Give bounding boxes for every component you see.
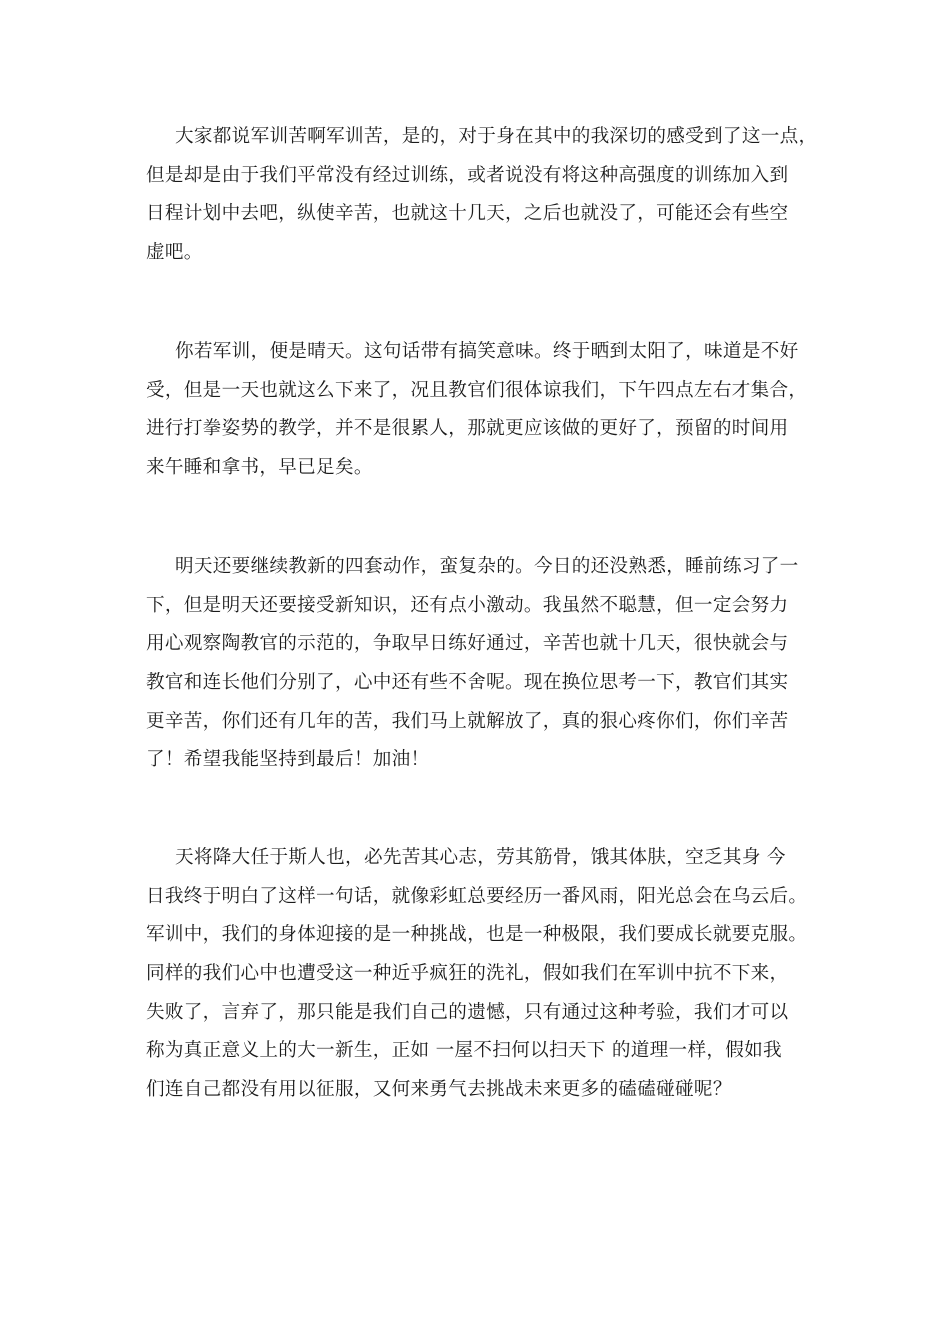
- paragraph-line: 日程计划中去吧，纵使辛苦，也就这十几天，之后也就没了，可能还会有些空: [146, 203, 789, 225]
- paragraph-4: [146, 839, 826, 1110]
- paragraph-line: 你若军训，便是晴天。这句话带有搞笑意味。终于晒到太阳了，味道是不好: [175, 341, 799, 362]
- paragraph-line: 下，但是明天还要接受新知识，还有点小激动。我虽然不聪慧，但一定会努力: [146, 594, 789, 616]
- paragraph-line: 来午睡和拿书，早已足矣。: [146, 457, 373, 479]
- paragraph-line: 日我终于明白了这样一句话，就像彩虹总要经历一番风雨，阳光总会在乌云后。: [146, 885, 808, 907]
- paragraph-line: 失败了，言弃了，那只能是我们自己的遗憾，只有通过这种考验，我们才可以: [146, 1001, 789, 1023]
- paragraph-1: [146, 118, 826, 273]
- paragraph-line: 虚吧。: [146, 242, 203, 264]
- paragraph-line: 称为真正意义上的大一新生，正如 一屋不扫何以扫天下 的道理一样，假如我: [146, 1040, 782, 1062]
- paragraph-line: 更辛苦，你们还有几年的苦，我们马上就解放了，真的狠心疼你们，你们辛苦: [146, 710, 789, 732]
- paragraph-3: [146, 548, 826, 780]
- paragraph-line: 教官和连长他们分别了，心中还有些不舍呢。现在换位思考一下，教官们其实: [146, 672, 789, 694]
- paragraph-line: 们连自己都没有用以征服，又何来勇气去挑战未来更多的磕磕碰碰呢？: [146, 1079, 732, 1101]
- paragraph-line: 受，但是一天也就这么下来了，况且教官们很体谅我们，下午四点左右才集合，: [146, 379, 808, 401]
- paragraph-line: 天将降大任于斯人也，必先苦其心志，劳其筋骨，饿其体肤，空乏其身 今: [175, 847, 786, 868]
- paragraph-line: 了！希望我能坚持到最后！加油！: [146, 749, 430, 771]
- paragraph-line: 但是却是由于我们平常没有经过训练，或者说没有将这种高强度的训练加入到: [146, 164, 789, 186]
- paragraph-line: 军训中，我们的身体迎接的是一种挑战，也是一种极限，我们要成长就要克服。: [146, 924, 808, 946]
- paragraph-2: [146, 333, 826, 488]
- paragraph-line: 同样的我们心中也遭受这一种近乎疯狂的洗礼，假如我们在军训中抗不下来，: [146, 963, 789, 985]
- paragraph-line: 进行打拳姿势的教学，并不是很累人，那就更应该做的更好了，预留的时间用: [146, 418, 789, 440]
- paragraph-line: 用心观察陶教官的示范的，争取早日练好通过，辛苦也就十几天，很快就会与: [146, 633, 789, 655]
- paragraph-line: 明天还要继续教新的四套动作，蛮复杂的。今日的还没熟悉，睡前练习了一: [175, 556, 799, 577]
- paragraph-line: 大家都说军训苦啊军训苦，是的，对于身在其中的我深切的感受到了这一点，: [175, 126, 818, 147]
